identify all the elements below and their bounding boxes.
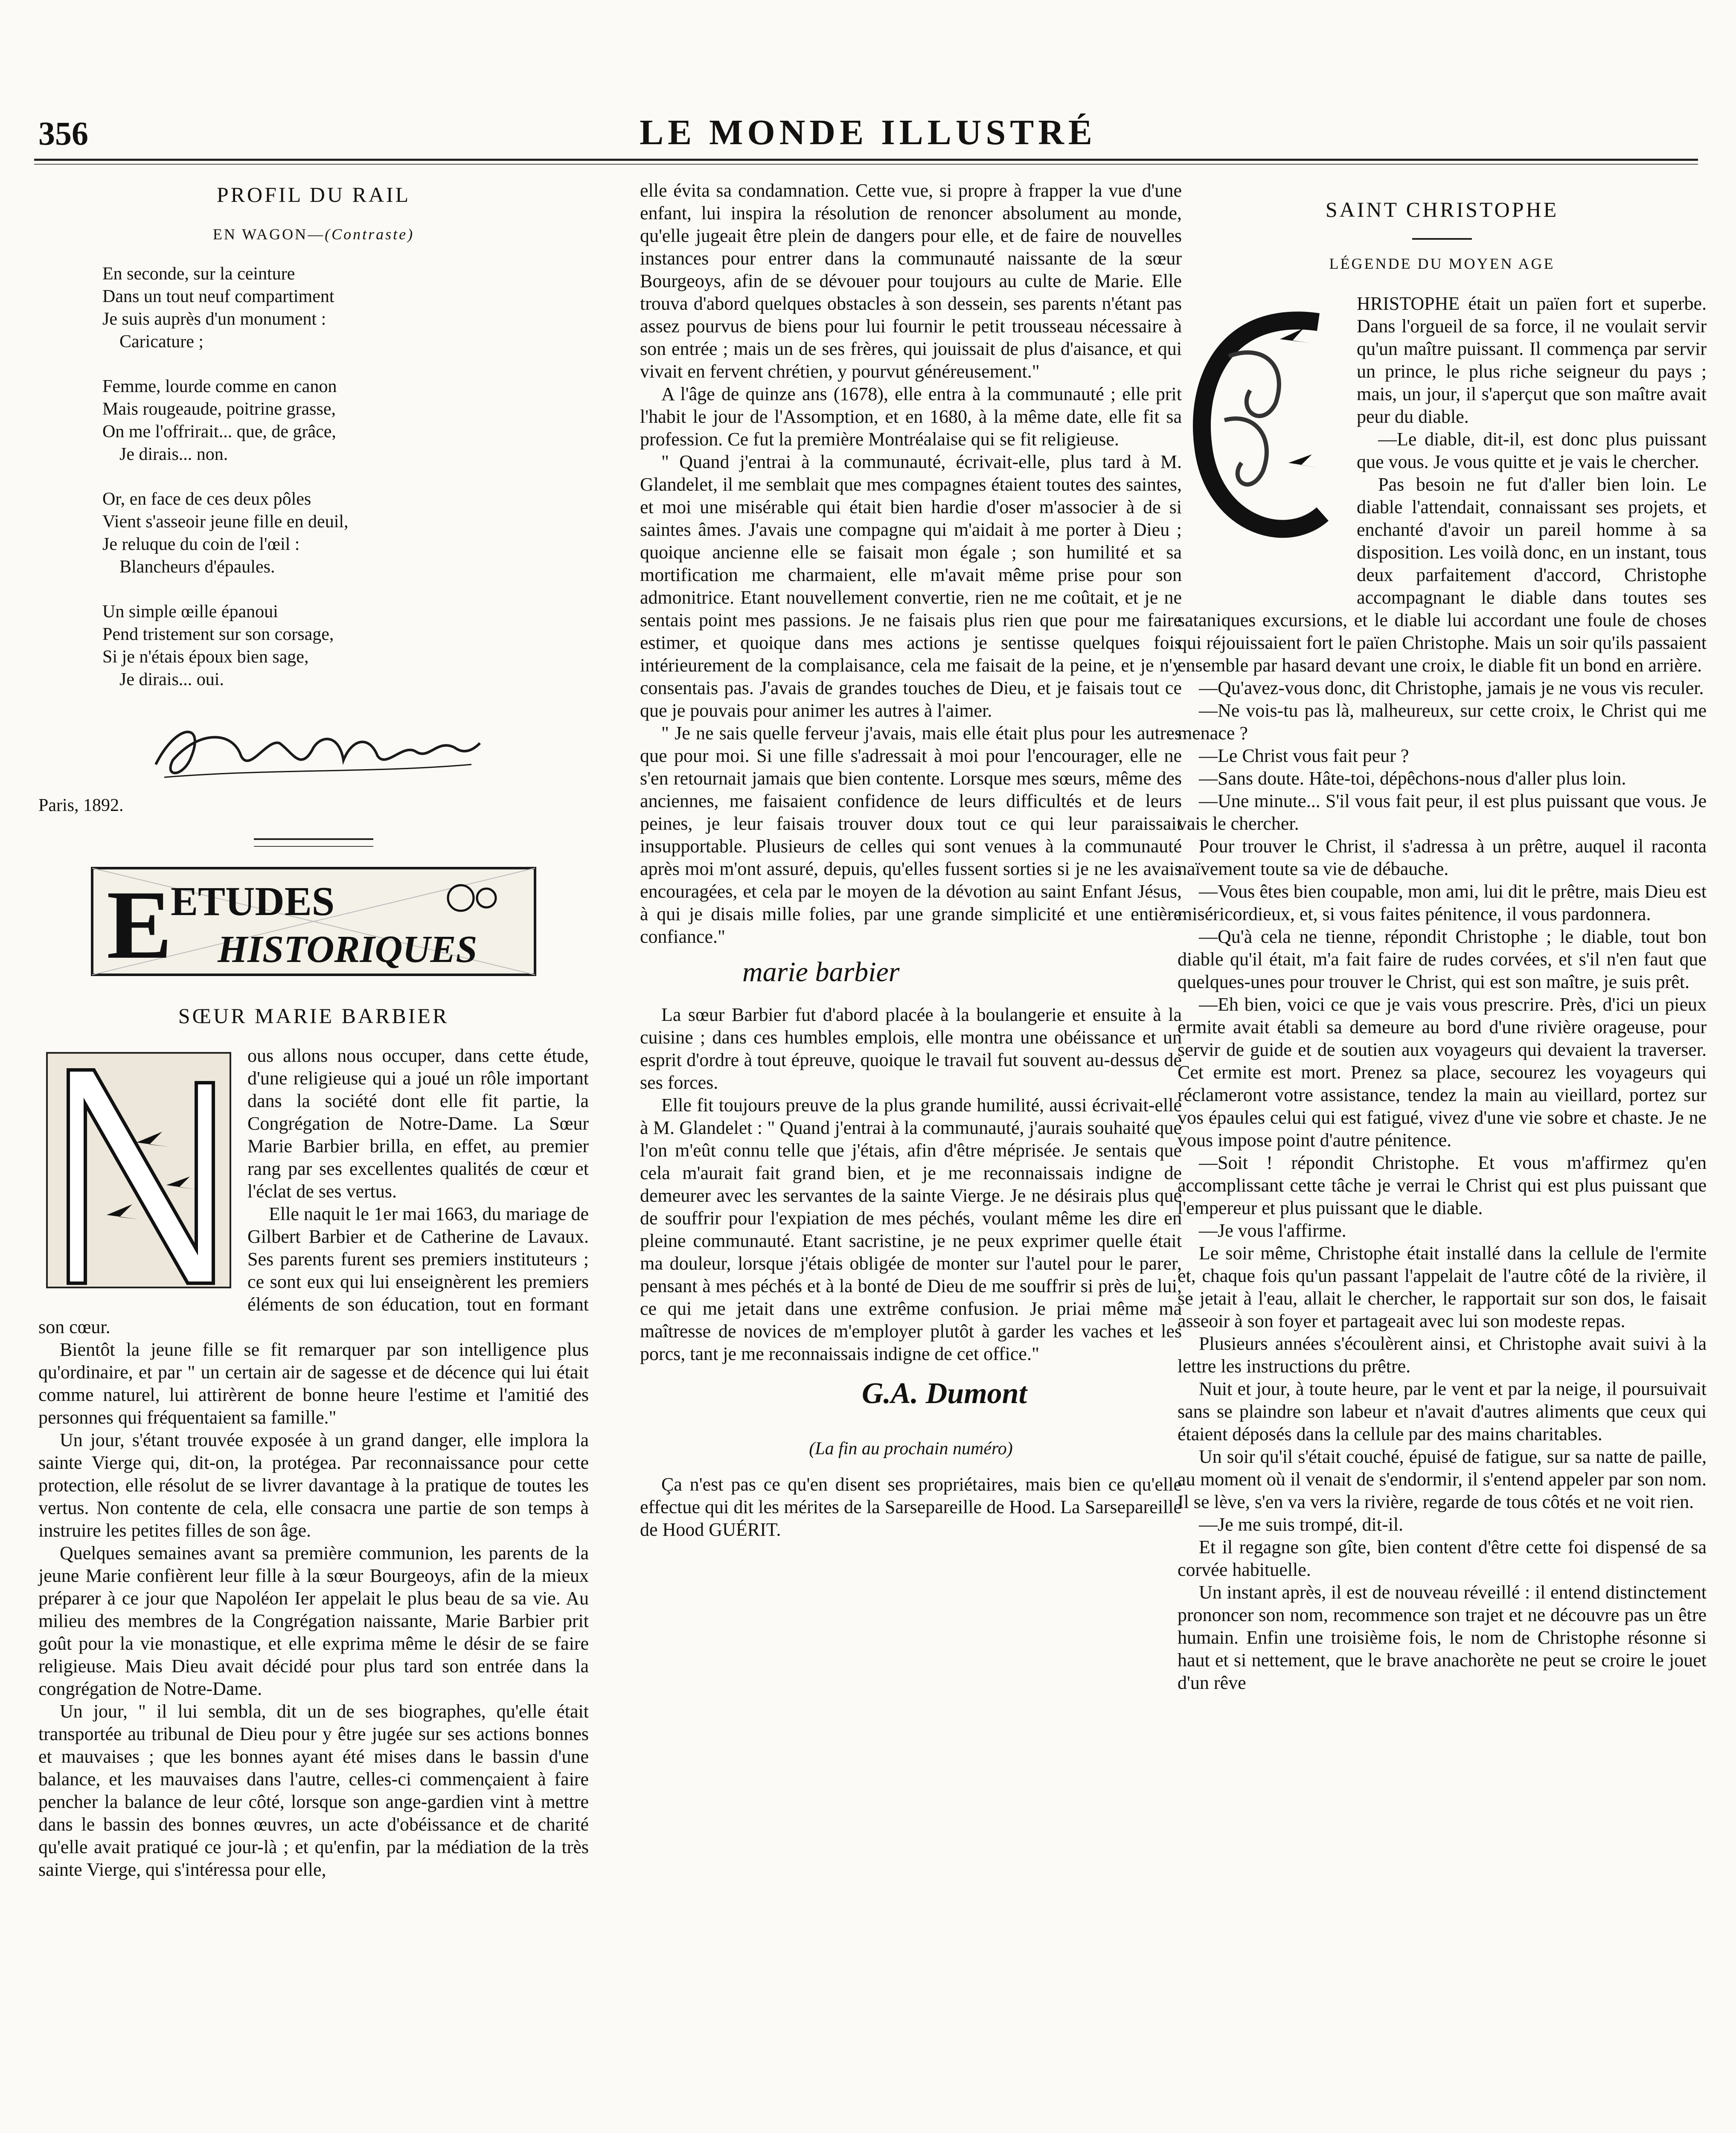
paragraph: Elle fit toujours preuve de la plus grande humilité, aussi écrivait-elle à M. Glandelet : " Quand j'entrai à la communauté, j'aurais souhaité que l'on m'eût connu telle que j'étais, afin d'être méprisée. Je sentais que cela m'aurait fait grand bien, et je me reconnaissais indigne de demeurer avec les servantes de la sainte Vierge. Je ne désirais plus que de souffrir pour l'expiation de mes péchés, voulant même les dire en pleine communauté. Etant sacristine, je ne peux exprimer quelle était ma douleur, lorsque j'étais obligée de monter sur l'autel pour le parer, pensant à mes péchés et à la bonté de Dieu de me souffrir si près de lui, ce qui me jetait dans une extrême confusion. Je priai même ma maîtresse de novices de m'employer plutôt à garder les vaches et les porcs, tant je me reconnaissais indigne de cet office.": [640, 1095, 1182, 1364]
paragraph: elle évita sa condamnation. Cette vue, si propre à frapper la vue d'une enfant, lui inspira la résolution de renoncer absolument au monde, qu'elle jugeait être plein de dangers pour elle, et de faire de nouvelles instances pour entrer dans la communauté naissante de la sœur Bourgeoys, afin de se dévouer pour toujours au culte de Marie. Elle trouva d'abord quelques obstacles à son dessein, ses parents n'étant pas assez pourvus de biens pour lui fournir le petit trousseau nécessaire à son entrée ; mais un de ses frères, qui jouissait de plus d'aisance, et qui vivait en fervent chrétien, y pourvut généreusement.": [640, 180, 1182, 382]
banner-word-2: HISTORIQUES: [218, 928, 477, 971]
poem-subtitle-a: EN WAGON—: [212, 226, 325, 243]
paragraph: Bientôt la jeune fille se fit remarquer par son intelligence plus qu'ordinaire, et par " un certain air de sagesse et de décence qui lui était comme naturel, lui attirèrent de bonne heure l'estime et l'amitié des personnes qui fréquentaient sa famille.": [38, 1339, 589, 1428]
paragraph: —Qu'à cela ne tienne, répondit Christophe ; le diable, tout bon diable qu'il était, m'a fait faire de rudes corvées, et s'il n'en faut que quelques-unes pour trouver le Christ, qui est son maître, je suis prêt.: [1178, 926, 1707, 992]
paragraph: —Eh bien, voici ce que je vais vous prescrire. Près, d'ici un pieux ermite avait établi sa demeure au bord d'une rivière orageuse, pour servir de guide et de soutien aux voyageurs qui devaient la traverser. Cet ermite est mort. Prenez sa place, secourez les voyageurs qui réclameront votre assistance, tendez la main au vieillard, portez sur vos épaules celui qui est fatigué, vivez d'une vie sobre et chaste. Je ne vous impose point d'autre pénitence.: [1178, 994, 1707, 1151]
paragraph: Et il regagne son gîte, bien content d'être cette foi dispensé de sa corvée habituelle.: [1178, 1537, 1707, 1580]
poem-date: Paris, 1892.: [38, 796, 124, 815]
masthead: LE MONDE ILLUSTRÉ: [640, 113, 1096, 152]
paragraph: Un jour, " il lui sembla, dit un de ses biographes, qu'elle était transportée au tribunal de Dieu pour y être jugée sur ses actions bonnes et mauvaises ; que les bonnes ayant été mises dans le bassin d'une balance, et les mauvaises dans l'autre, celles-ci commençaient à faire pencher la balance de leur côté, lorsque son ange-gardien vint à mettre dans le bassin des bonnes œuvres, un acte d'obéissance et de charité qu'elle avait pratiqué ce jour-là ; et qu'enfin, par la médiation de la très sainte Vierge, qui s'intéressa pour elle,: [38, 1701, 589, 1880]
paragraph: A l'âge de quinze ans (1678), elle entra à la communauté ; elle prit l'habit le jour de l'Assomption, et en 1680, à la même date, elle fit sa profession. Ce fut la première Montréalaise qui se fit religieuse.: [640, 384, 1182, 450]
paragraph: —Sans doute. Hâte-toi, dépêchons-nous d'aller plus loin.: [1199, 768, 1626, 789]
paragraph: —Je vous l'affirme.: [1199, 1220, 1346, 1241]
poem-line: Un simple œille épanoui: [102, 602, 278, 622]
paragraph: La sœur Barbier fut d'abord placée à la boulangerie et ensuite à la cuisine ; dans ces humbles emplois, elle montra une obéissance et un esprit d'ordre à tout épreuve, quoique le travail fut souvent au-dessus de ses forces.: [640, 1004, 1182, 1093]
paragraph: Plusieurs années s'écoulèrent ainsi, et Christophe avait suivi à la lettre les instructions du prêtre.: [1178, 1333, 1707, 1377]
poem-subtitle: [38, 223, 589, 246]
poem-line: Blancheurs d'épaules.: [119, 557, 275, 577]
poem-line: Or, en face de ces deux pôles: [102, 489, 311, 509]
paragraph: Pas besoin ne fut d'aller bien loin. Le diable l'attendait, connaissant ses projets, et enchanté d'avoir un pareil homme à sa disposition. Les voilà donc, en un instant, tous deux parfaitement d'accord, Christophe accompagnant le diable dans toutes ses sataniques excursions, et le diable lui accordant une foule de choses qui réjouissaient fort le païen Christophe. Mais un soir qu'ils passaient ensemble par hasard devant une croix, le diable fit un bond en arrière.: [1178, 474, 1707, 676]
poem-stanza: [102, 375, 589, 466]
section-divider-thin: [254, 846, 373, 847]
poem-line: Je reluque du coin de l'œil :: [102, 535, 300, 554]
header-rule-thin: [34, 164, 1698, 165]
poem-line: En seconde, sur la ceinture: [102, 264, 295, 284]
article-title-christophe: SAINT CHRISTOPHE: [1325, 198, 1559, 221]
paragraph: Un soir qu'il s'était couché, épuisé de fatigue, sur sa natte de paille, au moment où il venait de s'endormir, il s'entend appeler par son nom. Il se lève, s'en va vers la rivière, regarde de tous côtés et ne voit rien.: [1178, 1446, 1707, 1512]
paragraph: ous allons nous occuper, dans cette étude, d'une religieuse qui a joué un rôle important dans la société dont elle fit partie, la Congrégation de Notre-Dame. La Sœur Marie Barbier brilla, en effet, au premier rang par ses excellentes qualités de cœur et l'éclat de ses vertus.: [247, 1045, 589, 1202]
signature-image: [139, 713, 489, 786]
poem-line: Mais rougeaude, poitrine grasse,: [102, 399, 336, 419]
dropcap-n-swallows-image: [38, 1044, 239, 1296]
poem: [38, 263, 589, 691]
paragraph: Quelques semaines avant sa première communion, les parents de la jeune Marie confièrent leur fille à la sœur Bourgeoys, afin de la mieux préparer à ce jour que Napoléon Ier appelait le plus beau de sa vie. Au milieu des membres de la Congrégation naissante, Marie Barbier prit goût pour la vie monastique, et elle exprima même le désir de se faire religieuse. Mais Dieu avait décidé pour plus tard son entrée dans la congrégation de Notre-Dame.: [38, 1543, 589, 1699]
column-2: [640, 179, 1182, 1541]
poem-stanza: [102, 601, 589, 691]
banner-word-1: ETUDES: [171, 878, 335, 924]
header-rule: [34, 159, 1698, 161]
poem-stanza: [102, 488, 589, 578]
paragraph: —Une minute... S'il vous fait peur, il est plus puissant que vous. Je vais le chercher.: [1178, 790, 1707, 834]
paragraph: —Qu'avez-vous donc, dit Christophe, jamais je ne vous vis reculer.: [1199, 677, 1704, 698]
paragraph: Nuit et jour, à toute heure, par le vent et par la neige, il poursuivait sans se plaindre son labeur et n'avait d'autres aliments que ceux qui étaient déposés dans la cellule par des mains charitables.: [1178, 1378, 1707, 1444]
paragraph: " Quand j'entrai à la communauté, écrivait-elle, plus tard à M. Glandelet, il me semblait que mes compagnes étaient toutes des saintes, et moi une misérable qui était bien hardie d'oser m'associer à de si saintes âmes. J'avais une compagne qui m'aidait à me porter à Dieu ; quoique ancienne elle se faisait mon égale ; son humilité et sa mortification me charmaient, elle m'avait même prise pour son admonitrice. Etant nouvellement convertie, rien ne me coûtait, et je ne sentais point mes passions. Je ne faisais plus rien que pour me faire estimer, et quoique dans mes actions je sentisse quelques fois intérieurement de la complaisance, cela me faisait de la peine, et je n'y consentais pas. J'avais de grandes touches de Dieu, et je faisais tout ce que je pouvais pour animer les autres à l'aimer.: [640, 451, 1182, 721]
paragraph: —Vous êtes bien coupable, mon ami, lui dit le prêtre, mais Dieu est miséricordieux, et, si vous faites pénitence, il vous pardonnera.: [1178, 881, 1707, 924]
author-signature-text: G.A. Dumont: [862, 1377, 1027, 1410]
title-divider: [1412, 238, 1472, 240]
paragraph: Un instant après, il est de nouveau réveillé : il entend distinctement prononcer son nom, recommence son trajet et ne découvre pas un être humain. Enfin une troisième fois, le nom de Christophe résonne si haut et si nettement, que le brave anachorète ne peut se croire le jouet d'un rêve: [1178, 1582, 1707, 1693]
poem-title: PROFIL DU RAIL: [216, 183, 411, 206]
continued-note: (La fin au prochain numéro): [809, 1439, 1013, 1459]
poem-line: Je suis auprès d'un monument :: [102, 309, 326, 329]
dropcap-c-ornament-image: [1178, 292, 1348, 582]
etudes-historiques-banner: [90, 860, 538, 988]
poem-stanza: [102, 263, 589, 353]
column-3: [1178, 194, 1707, 1694]
poem-line: Je dirais... oui.: [119, 670, 224, 689]
paragraph: Elle naquit le 1er mai 1663, du mariage de Gilbert Barbier et de Catherine de Lavaux. Ses parents furent ses premiers instituteurs ; ce sont eux qui lui enseignèrent les premiers éléments de son éducation, tout en formant son cœur.: [38, 1203, 589, 1337]
poem-line: Caricature ;: [119, 332, 204, 352]
poem-line: Femme, lourde comme en canon: [102, 377, 337, 396]
paragraph: —Le diable, dit-il, est donc plus puissant que vous. Je vous quitte et je vais le chercher.: [1357, 429, 1707, 472]
poem-subtitle-b: (Contraste): [325, 226, 415, 243]
paragraph: Le soir même, Christophe était installé dans la cellule de l'ermite et, chaque fois qu'un passant l'appelait de l'autre côté de la rivière, il se jetait à l'eau, allait le chercher, le rapportait sur son dos, le faisait asseoir à son foyer et partageait avec lui son modeste repas.: [1178, 1243, 1707, 1331]
paragraph: —Je me suis trompé, dit-il.: [1199, 1514, 1404, 1535]
paragraph: —Le Christ vous fait peur ?: [1199, 745, 1409, 766]
signature-text: marie barbier: [742, 956, 900, 988]
poem-line: Pend tristement sur son corsage,: [102, 625, 334, 644]
paragraph: Pour trouver le Christ, il s'adressa à un prêtre, auquel il raconta naïvement toute sa vie de débauche.: [1178, 836, 1707, 879]
paragraph: " Je ne sais quelle ferveur j'avais, mais elle était plus pour les autres que pour moi. Si une fille s'adressait à moi pour l'encourager, elle ne s'en retournait jamais que bien contente. Lorsque mes sœurs, même des anciennes, me faisaient confidence de leurs difficultés et de leurs peines, je leur faisais trouver doux tout ce qui leur paraissait insupportable. Plusieurs de celles qui sont venues à la communauté après moi m'ont assuré, depuis, qu'elles fussent sorties si je ne les avais encouragées, et cela par le moyen de la dévotion au saint Enfant Jésus, à qui je disais mille folies, par une grande simplicité et une entière confiance.": [640, 723, 1182, 947]
svg-text:E: E: [107, 870, 172, 979]
column-1: [38, 179, 589, 1881]
signature-author: [640, 1365, 1182, 1433]
article-subtitle: LÉGENDE DU MOYEN AGE: [1329, 255, 1555, 272]
poem-line: Vient s'asseoir jeune fille en deuil,: [102, 512, 349, 532]
paragraph: —Ne vois-tu pas là, malheureux, sur cette croix, le Christ qui me menace ?: [1178, 700, 1707, 744]
article-title: SŒUR MARIE BARBIER: [178, 1004, 449, 1028]
advertisement: Ça n'est pas ce qu'en disent ses propriétaires, mais bien ce qu'elle effectue qui dit les mérites de la Sarsepareille de Hood. La Sarsepareille de Hood GUÉRIT.: [640, 1474, 1182, 1540]
paragraph: HRISTOPHE était un païen fort et superbe. Dans l'orgueil de sa force, il ne voulait servir qu'un maître puissant. Il commença par servir un prince, le plus riche seigneur du pays ; mais, un jour, il s'aperçut que son maître avait peur du diable.: [1357, 293, 1707, 427]
poem-line: Si je n'étais époux bien sage,: [102, 647, 309, 667]
section-divider: [254, 838, 373, 840]
paragraph: Un jour, s'étant trouvée exposée à un grand danger, elle implora la sainte Vierge qui, dit-on, la protégea. Par reconnaissance pour cette protection, elle résolut de se livrer davantage à la pratique de toutes les vertus. Non contente de cela, elle consacra une partie de son temps à instruire les petites filles de son âge.: [38, 1430, 589, 1541]
page-number: 356: [38, 115, 88, 152]
signature-marie-barbier: [640, 948, 1182, 1003]
paragraph: —Soit ! répondit Christophe. Et vous m'affirmez qu'en accomplissant cette tâche je verrai le Christ qui est plus puissant que l'empereur et plus puissant que le diable.: [1178, 1152, 1707, 1218]
poem-line: On me l'offrirait... que, de grâce,: [102, 422, 336, 442]
poem-line: Dans un tout neuf compartiment: [102, 287, 334, 306]
poem-line: Je dirais... non.: [119, 445, 228, 464]
